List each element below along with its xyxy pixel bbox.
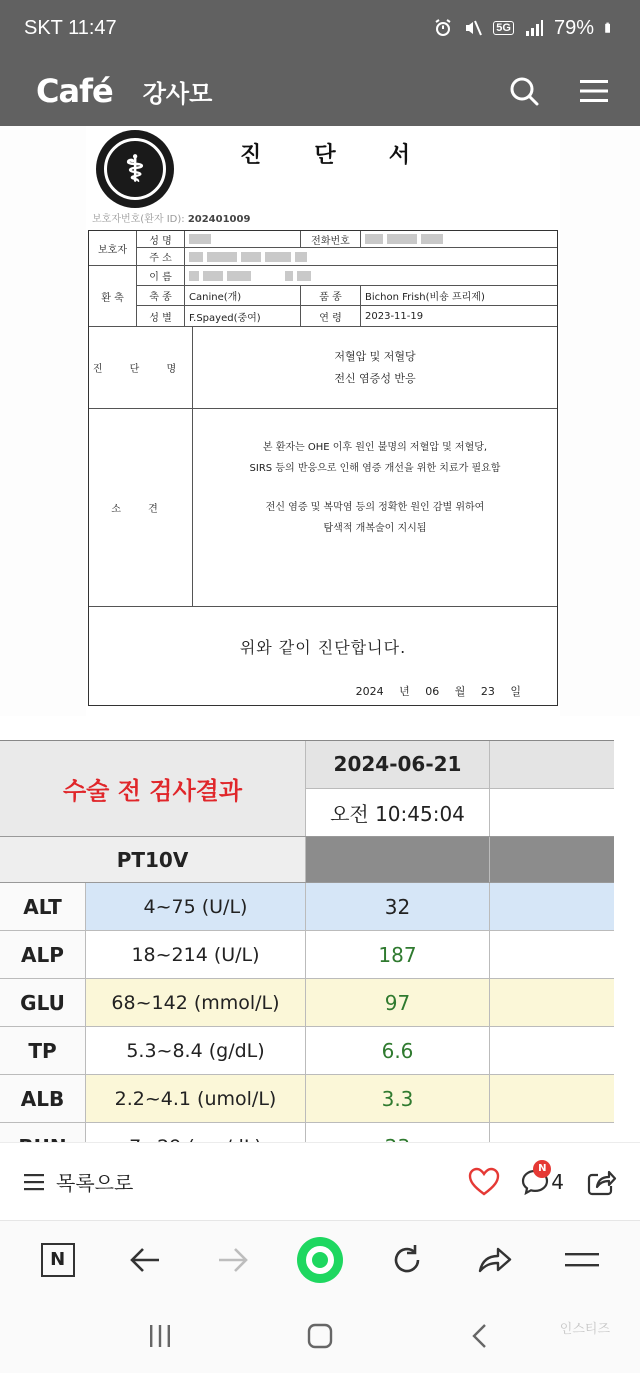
lab-row [0,1027,614,1075]
battery-icon [604,18,616,38]
lab-title: 수술 전 검사결과 [0,741,306,836]
post-action-bar [0,1142,640,1220]
breed-value: Bichon Frish(비숑 프리제) [365,292,485,303]
analyte-name: ALB [0,1075,86,1122]
patient-id: 보호자번호(환자 ID): 202401009 [92,214,251,225]
opinion-line: 탐색적 개복술이 지시됨 [323,522,427,534]
refresh-button[interactable] [382,1235,432,1285]
reference-range: 4~75 (U/L) [86,883,306,930]
extra-cell [490,1027,614,1074]
naver-home-button[interactable] [33,1235,83,1285]
system-navigation-bar [0,1298,640,1373]
lab-row [0,883,614,931]
search-icon [508,75,540,107]
forward-button[interactable] [208,1235,258,1285]
opinion-row [89,409,557,607]
analyte-name: GLU [0,979,86,1026]
home-icon[interactable] [307,1323,333,1349]
battery-percent: 79% [553,16,594,39]
share-arrow-icon [477,1245,513,1275]
document-title: 진 단 서 [240,143,410,168]
lab-row [0,931,614,979]
document-table [88,230,558,706]
comment-count: 4 [551,1169,564,1194]
confirm-section [89,607,557,705]
guardian-label: 보호자 [89,231,137,265]
carrier-time: SKT 11:47 [24,16,117,39]
alarm-icon [433,18,453,38]
back-to-list-label: 목록으로 [56,1171,134,1195]
pet-name-label: 이 름 [137,266,185,285]
menu-button[interactable] [572,69,616,113]
species-value: Canine(개) [185,286,301,305]
opinion-line: 본 환자는 OHE 이후 원인 불명의 저혈압 및 저혈당, [262,441,488,453]
analyte-name: TP [0,1027,86,1074]
hamburger-icon [579,78,609,104]
extra-cell [490,931,614,978]
status-bar [0,0,640,56]
comment-button[interactable] [521,1163,564,1196]
opinion-label: 소 견 [89,409,193,606]
naver-n-icon: N [41,1243,75,1277]
breed-label: 품 종 [301,286,361,305]
green-dot-icon [296,1236,344,1284]
sex-value: F.Spayed(중여) [185,306,301,326]
phone-label: 전화번호 [301,231,361,247]
arrow-left-icon [129,1246,161,1274]
refresh-icon [390,1243,424,1277]
extra-cell [490,1075,614,1122]
lab-row [0,979,614,1027]
cafe-logo[interactable]: Café [36,72,113,110]
browser-toolbar [0,1220,640,1298]
back-icon[interactable] [467,1323,493,1349]
diagnosis-line: 전신 염증성 반응 [334,371,416,385]
patient-label: 환 축 [89,266,137,326]
result-value: 6.6 [306,1027,490,1074]
extra-cell [490,979,614,1026]
lab-results-table [0,740,640,1142]
back-to-list-button[interactable] [24,1167,469,1196]
recent-apps-icon[interactable] [147,1323,173,1349]
arrow-right-icon [217,1246,249,1274]
lab-row [0,1075,614,1123]
diagnosis-document [0,126,640,716]
reference-range: 18~214 (U/L) [86,931,306,978]
menu-lines-icon [564,1250,600,1270]
analyte-name: ALP [0,931,86,978]
analyte-name: ALT [0,883,86,930]
lab-date: 2024-06-21 [306,741,489,789]
network-type: 5G [493,21,514,35]
age-value: 2023-11-19 [365,310,424,322]
confirm-text: 위와 같이 진단합니다. [239,637,407,657]
diagnosis-line: 저혈압 및 저혈당 [334,349,416,363]
app-header [0,56,640,126]
like-heart-icon[interactable] [469,1168,499,1196]
diagnosis-row [89,327,557,409]
reference-range: 68~142 (mmol/L) [86,979,306,1026]
list-icon [24,1173,46,1191]
reference-range: 5.3~8.4 (g/dL) [86,1027,306,1074]
extra-cell [490,883,614,930]
back-button[interactable] [120,1235,170,1285]
result-value: 187 [306,931,490,978]
sex-label: 성 별 [137,306,185,326]
address-label: 주 소 [137,248,185,265]
species-label: 축 종 [137,286,185,305]
mute-icon [463,18,483,38]
name-label: 성 명 [137,231,185,247]
search-button[interactable] [502,69,546,113]
new-badge: N [533,1160,551,1178]
opinion-line: 전신 염증 및 복막염 등의 정확한 원인 감별 위하여 [265,501,485,513]
result-value: 32 [306,883,490,930]
cafe-name[interactable]: 강사모 [142,79,213,108]
result-value: 97 [306,979,490,1026]
document-date: 2024 년 06 월 23 일 [355,685,521,698]
browser-menu-button[interactable] [557,1235,607,1285]
age-label: 연 령 [301,306,361,326]
watermark: 인스티즈 [559,1322,610,1337]
vet-hospital-logo: ⚕ [96,130,174,208]
post-content[interactable] [0,126,640,1142]
green-dot-button[interactable] [295,1235,345,1285]
reference-range: 2.2~4.1 (umol/L) [86,1075,306,1122]
opinion-line: SIRS 등의 반응으로 인해 염증 개선을 위한 치료가 필요함 [249,462,501,474]
device-name: PT10V [0,837,306,882]
lab-time: 오전 10:45:04 [306,789,489,837]
share-icon[interactable] [586,1167,616,1197]
diagnosis-label: 진 단 명 [89,327,193,408]
signal-icon [524,18,544,38]
result-value: 3.3 [306,1075,490,1122]
share-page-button[interactable] [470,1235,520,1285]
